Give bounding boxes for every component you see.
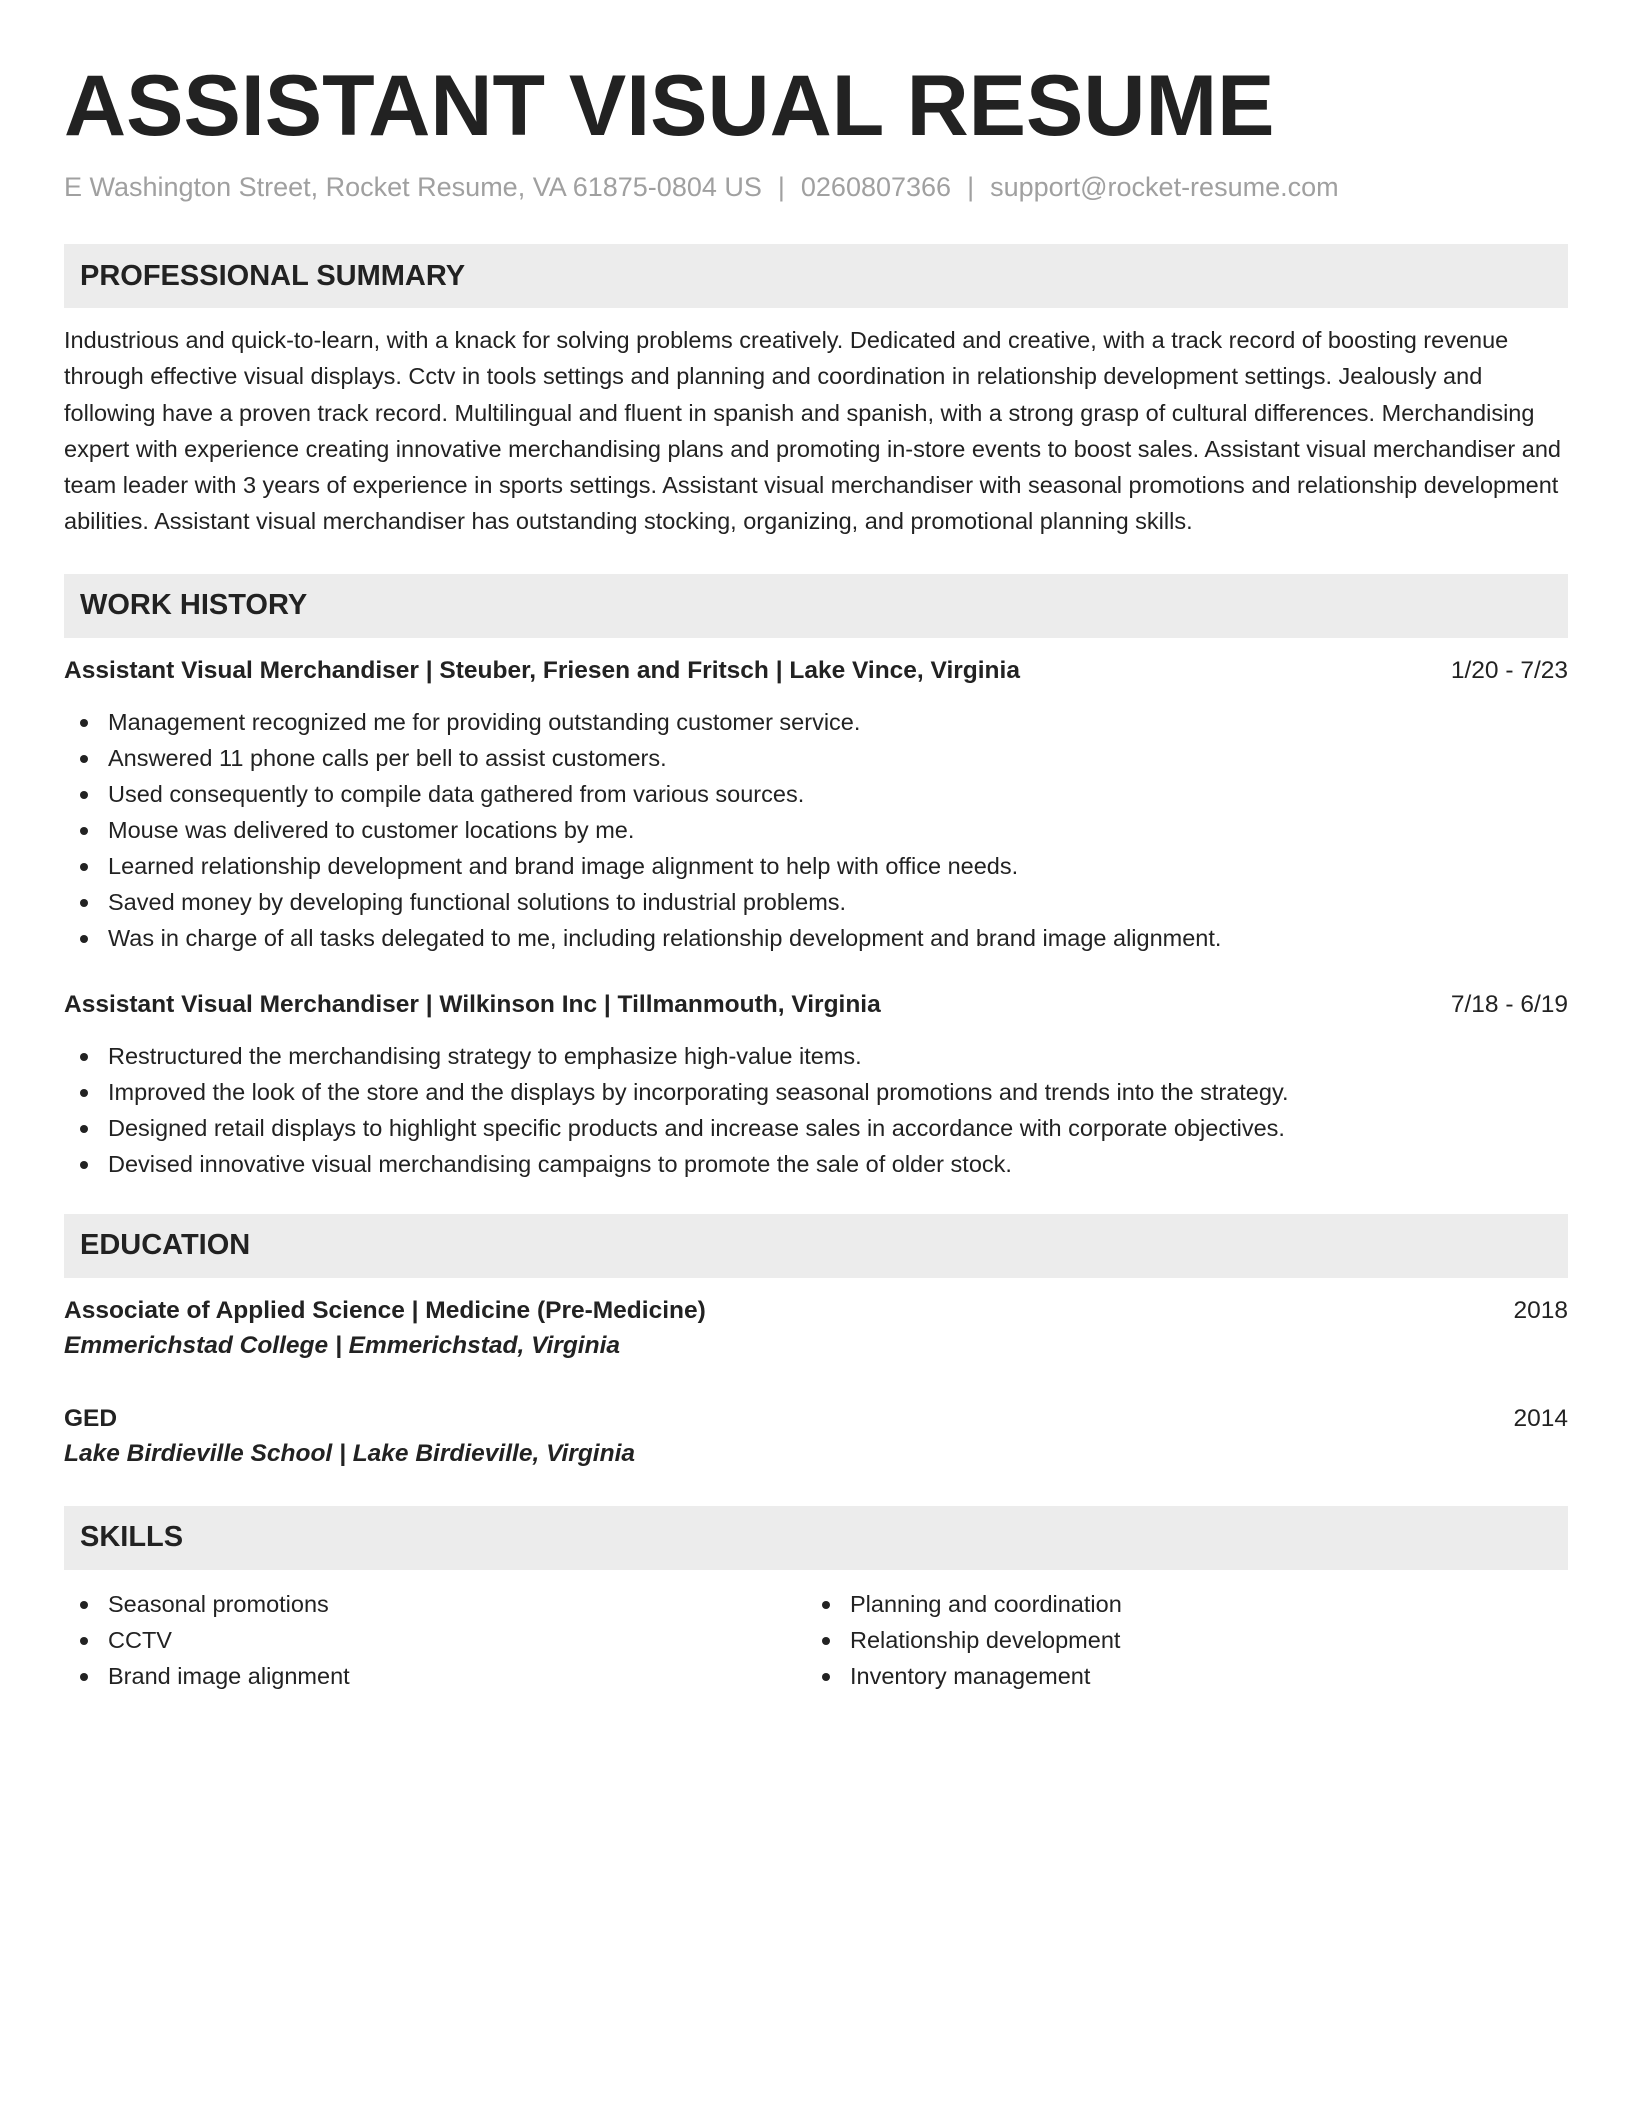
resume-name: ASSISTANT VISUAL RESUME xyxy=(64,58,1275,154)
job-bullet: Mouse was delivered to customer locations by me. xyxy=(64,812,1568,848)
job-bullet: Management recognized me for providing outstanding customer service. xyxy=(64,704,1568,740)
skill-item: Seasonal promotions xyxy=(64,1586,806,1622)
education-title: GED xyxy=(64,1404,118,1432)
job-dates: 7/18 - 6/19 xyxy=(1450,990,1568,1018)
skills-column-right xyxy=(806,1586,1548,1694)
education-title: Associate of Applied Science | Medicine (Pre-Medicine) xyxy=(64,1296,706,1324)
section-header-work: WORK HISTORY xyxy=(64,574,1568,638)
job-bullet: Restructured the merchandising strategy to emphasize high-value items. xyxy=(64,1038,1568,1074)
education-year: 2018 xyxy=(1513,1296,1568,1324)
skill-item: Relationship development xyxy=(806,1622,1548,1658)
job-entry xyxy=(64,654,1568,956)
job-bullet: Saved money by developing functional solutions to industrial problems. xyxy=(64,884,1568,920)
job-bullet: Answered 11 phone calls per bell to assist customers. xyxy=(64,740,1568,776)
job-entry xyxy=(64,988,1568,1182)
job-title-row xyxy=(64,654,1568,688)
contact-email: support@rocket-resume.com xyxy=(990,172,1339,202)
job-title: Assistant Visual Merchandiser | Steuber, Friesen and Fritsch | Lake Vince, Virginia xyxy=(64,656,1020,684)
job-bullet: Used consequently to compile data gathered from various sources. xyxy=(64,776,1568,812)
job-title-row xyxy=(64,988,1568,1022)
job-bullets xyxy=(64,1038,1568,1182)
job-bullet: Was in charge of all tasks delegated to me, including relationship development and brand image alignment. xyxy=(64,920,1568,956)
skill-item: Inventory management xyxy=(806,1658,1548,1694)
skills-column-left xyxy=(64,1586,806,1694)
job-bullet: Learned relationship development and brand image alignment to help with office needs. xyxy=(64,848,1568,884)
resume-page xyxy=(64,56,1568,1694)
job-bullets xyxy=(64,704,1568,956)
job-title: Assistant Visual Merchandiser | Wilkinson Inc | Tillmanmouth, Virginia xyxy=(64,990,881,1018)
skills-grid xyxy=(64,1586,1568,1694)
contact-address: E Washington Street, Rocket Resume, VA 61875-0804 US xyxy=(64,172,762,202)
skill-item: Brand image alignment xyxy=(64,1658,806,1694)
education-school: Emmerichstad College | Emmerichstad, Virginia xyxy=(64,1331,621,1359)
education-entry xyxy=(64,1402,1568,1472)
education-entry xyxy=(64,1294,1568,1364)
contact-separator: | xyxy=(777,172,785,202)
education-title-row xyxy=(64,1294,1568,1328)
contact-separator: | xyxy=(967,172,975,202)
job-bullet: Designed retail displays to highlight specific products and increase sales in accordance with corporate objectives. xyxy=(64,1110,1568,1146)
contact-line xyxy=(64,170,1568,204)
education-year: 2014 xyxy=(1513,1404,1568,1432)
skill-item: Planning and coordination xyxy=(806,1586,1548,1622)
education-school: Lake Birdieville School | Lake Birdieville, Virginia xyxy=(64,1439,636,1467)
job-dates: 1/20 - 7/23 xyxy=(1450,656,1568,684)
skill-item: CCTV xyxy=(64,1622,806,1658)
job-bullet: Devised innovative visual merchandising campaigns to promote the sale of older stock. xyxy=(64,1146,1568,1182)
section-header-summary: PROFESSIONAL SUMMARY xyxy=(64,244,1568,308)
section-header-education: EDUCATION xyxy=(64,1214,1568,1278)
job-bullet: Improved the look of the store and the displays by incorporating seasonal promotions and trends into the strategy. xyxy=(64,1074,1568,1110)
section-header-skills: SKILLS xyxy=(64,1506,1568,1570)
education-title-row xyxy=(64,1402,1568,1436)
contact-phone: 0260807366 xyxy=(800,172,952,202)
summary-text: Industrious and quick-to-learn, with a knack for solving problems creatively. Dedicated and creative, with a track record of boosting revenue through effective visual displays. Cctv in tools settings and planning and coordination in relationship development settings. Jealously and following have a proven track record. Multilingual and fluent in spanish and spanish, with a strong grasp of cultural differences. Merchandising expert with experience creating innovative merchandising plans and promoting in-store events to boost sales. Assistant visual merchandiser and team leader with 3 years of experience in sports settings. Assistant visual merchandiser with seasonal promotions and relationship development abilities. Assistant visual merchandiser has outstanding stocking, organizing, and promotional planning skills. xyxy=(64,327,1561,535)
